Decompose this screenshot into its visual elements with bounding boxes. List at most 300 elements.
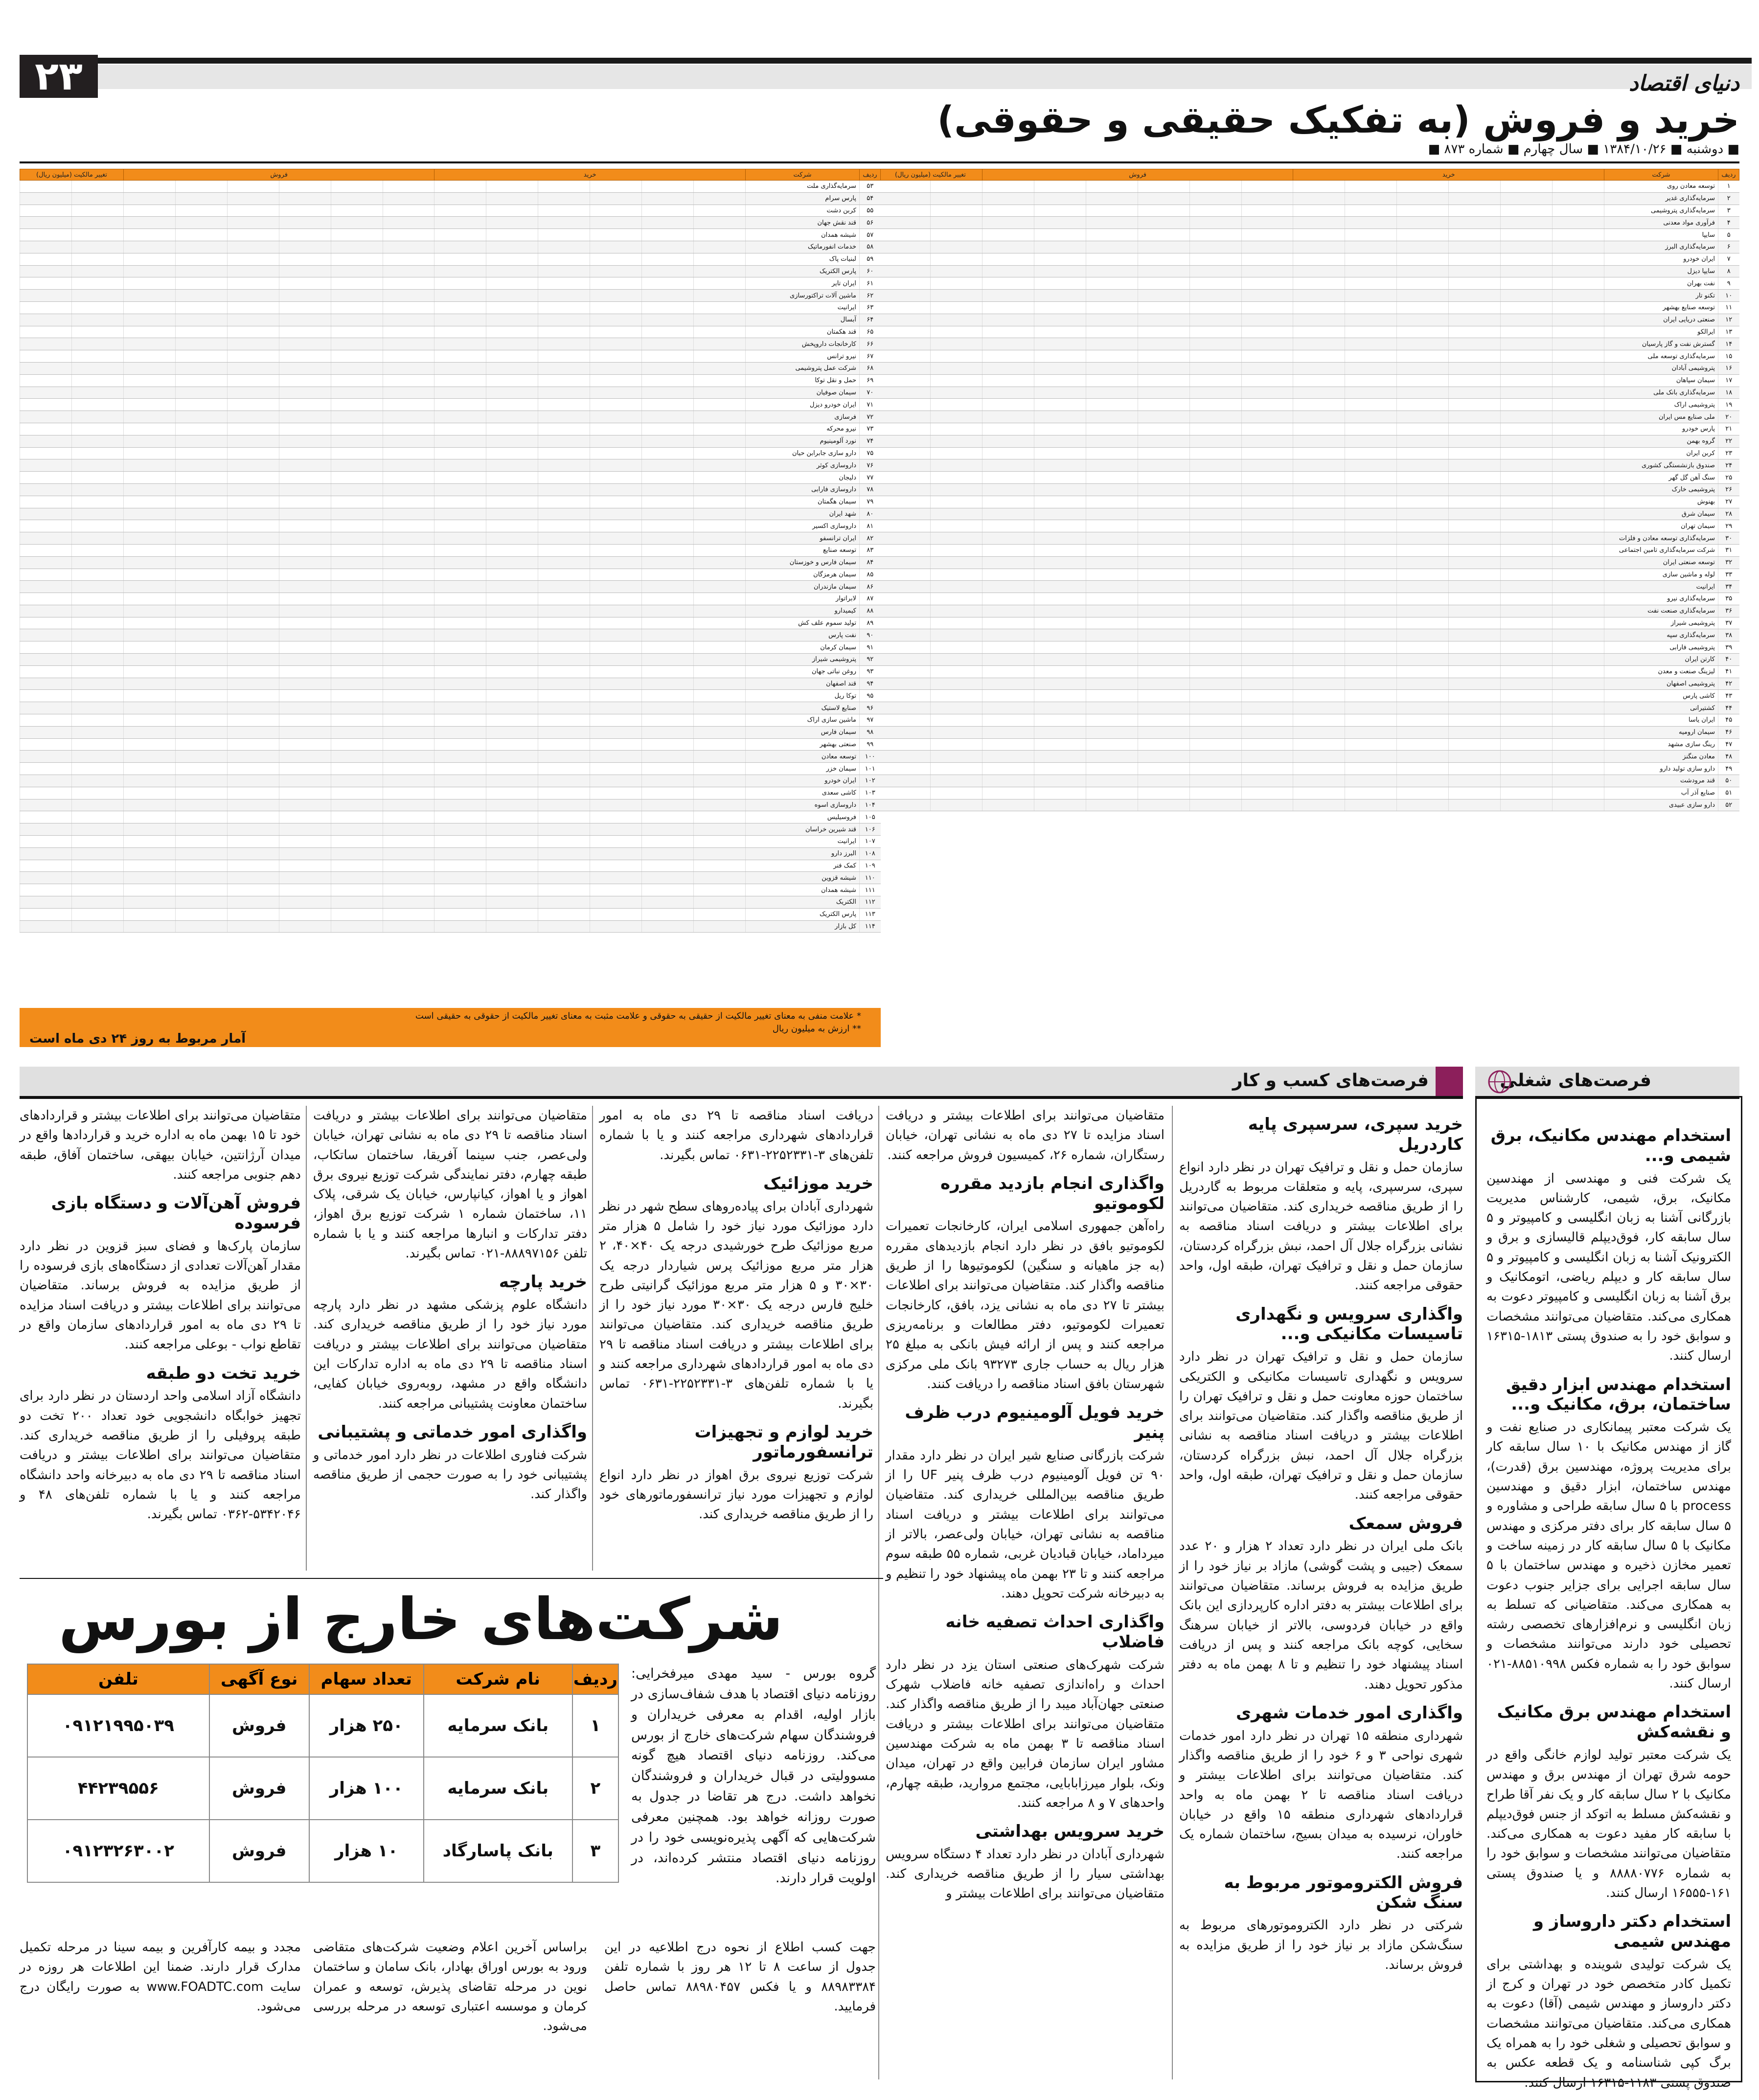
value-cell (383, 483, 434, 496)
value-cell (175, 763, 227, 775)
value-cell (642, 447, 694, 459)
table-row (879, 678, 1739, 690)
value-cell (1397, 581, 1449, 593)
value-cell (1086, 241, 1138, 253)
value-cell (590, 374, 642, 387)
value-cell (1501, 496, 1553, 508)
value-cell (227, 751, 279, 763)
value-cell (175, 751, 227, 763)
value-cell (931, 654, 982, 666)
value-cell (590, 836, 642, 848)
value-cell (1501, 290, 1553, 302)
value-cell (931, 387, 982, 399)
value-cell (694, 799, 746, 811)
value-cell (1086, 229, 1138, 241)
value-cell (1189, 277, 1241, 290)
value-cell (20, 556, 72, 569)
table-row (879, 290, 1739, 302)
value-cell (1553, 496, 1604, 508)
value-cell (1397, 569, 1449, 581)
value-cell (227, 326, 279, 338)
value-cell (383, 641, 434, 654)
value-cell (1138, 483, 1189, 496)
value-cell (1189, 301, 1241, 314)
value-cell (331, 472, 383, 484)
value-cell (331, 847, 383, 860)
value-cell (1086, 726, 1138, 738)
value-cell (434, 896, 486, 909)
value-cell (1293, 399, 1345, 411)
value-cell (642, 544, 694, 556)
table-row (879, 738, 1739, 751)
value-cell (279, 447, 331, 459)
value-cell (175, 326, 227, 338)
value-cell (434, 593, 486, 605)
trade-table (878, 169, 1739, 811)
value-cell (434, 714, 486, 727)
value-cell (931, 411, 982, 423)
value-cell (1553, 520, 1604, 532)
value-cell (1189, 532, 1241, 545)
value-cell (1345, 205, 1397, 217)
value-cell (1553, 192, 1604, 205)
value-cell (1086, 799, 1138, 811)
company-name: گروه بهمن (1604, 435, 1718, 447)
value-cell (1345, 290, 1397, 302)
ad-body: شهرداری آبادان برای پیاده‌روهای سطح شهر در نظر دارد موزائیک مورد نیاز خود را شامل ۵ هزار متر مربع موزائیک طرح خورشیدی درجه یک ۴۰×۴۰، ۲ هزار متر مربع موزائیک پرس شیاردار درجه یک ۳۰×۳۰ و ۵ هزار متر مربع موزائیک گرانیتی طرح خلیج فارس درجه یک ۳۰×۳۰ مورد نیاز خود را از طریق مناقصه خریداری کند. متقاضیان می‌توانند برای اطلاعات بیشتر و دریافت اسناد مناقصه تا ۲۹ دی ماه به امور قراردادهای شهرداری مراجعه کنند و یا با شماره تلفن‌های ۳-۲۲۵۲۳۳۱-۰۶۳۱ تماس بگیرند. (599, 1199, 874, 1411)
table-row (20, 314, 881, 326)
row-number: ۱۷ (1718, 374, 1739, 387)
value-cell (1345, 314, 1397, 326)
row-number: ۵۷ (860, 229, 881, 241)
value-cell (331, 181, 383, 193)
value-cell (1345, 277, 1397, 290)
row-number: ۱۱۳ (860, 908, 881, 920)
value-cell (72, 823, 124, 836)
value-cell (72, 508, 124, 520)
ad-heading: خرید سرویس بهداشتی (975, 1822, 1165, 1842)
value-cell (694, 641, 746, 654)
value-cell (279, 702, 331, 714)
table-row (20, 872, 881, 884)
value-cell (879, 496, 931, 508)
value-cell (1293, 751, 1345, 763)
table-row (879, 714, 1739, 727)
value-cell (694, 314, 746, 326)
value-cell (694, 775, 746, 787)
company-name: گسترش نفت و گاز پارسیان (1604, 338, 1718, 350)
value-cell (279, 605, 331, 617)
value-cell (1034, 714, 1086, 727)
row-number: ۳۷ (1718, 617, 1739, 629)
row-number: ۸ (1718, 265, 1739, 277)
value-cell (123, 654, 175, 666)
value-cell (982, 654, 1034, 666)
value-cell (383, 556, 434, 569)
value-cell (1138, 508, 1189, 520)
ad-heading: استخدام مهندس مکانیک، برق شیمی و... (1490, 1126, 1731, 1165)
value-cell (1189, 702, 1241, 714)
value-cell (1034, 520, 1086, 532)
company-name: نیرو ترانس (746, 350, 860, 363)
value-cell (1293, 569, 1345, 581)
value-cell (1397, 726, 1449, 738)
value-cell (20, 629, 72, 641)
value-cell (1086, 277, 1138, 290)
value-cell (279, 459, 331, 472)
table-row (879, 362, 1739, 374)
value-cell (1241, 411, 1293, 423)
value-cell (538, 411, 590, 423)
row-number: ۴۱ (1718, 665, 1739, 678)
table-row (879, 690, 1739, 702)
table-row (20, 860, 881, 872)
value-cell (590, 726, 642, 738)
value-cell (175, 556, 227, 569)
bourse-note: مجدد و بیمه کارآفرین و بیمه سینا در مرحله تکمیل مدارک قرار دارند. ضمنا این اطلاعات هر روزه در سایت www.FOADTC.com به صورت رایگان درج می‌شود. (20, 1940, 301, 2014)
ad-body: سازمان حمل و نقل و ترافیک تهران در نظر دارد انواع سپری، سرسپری، پایه و متعلقات مربوط به گاردریل را از طریق مناقصه خریداری کند. متقاضیان می‌توانند برای اطلاعات بیشتر و دریافت اسناد مناقصه به نشانی بزرگراه جلال آل احمد، نبش بزرگراه کردستان، سازمان حمل و نقل و ترافیک تهران، طبقه اول، واحد حقوقی مراجعه کنند. (1179, 1160, 1463, 1293)
value-cell (879, 775, 931, 787)
value-cell (879, 205, 931, 217)
table-row (20, 775, 881, 787)
row-number: ۶۴ (860, 314, 881, 326)
row-number: ۱۰۵ (860, 811, 881, 823)
value-cell (1189, 483, 1241, 496)
value-cell (486, 314, 538, 326)
value-cell (642, 605, 694, 617)
value-cell (123, 908, 175, 920)
value-cell (879, 678, 931, 690)
value-cell (1241, 629, 1293, 641)
value-cell (1449, 569, 1501, 581)
value-cell (1397, 654, 1449, 666)
value-cell (1553, 205, 1604, 217)
value-cell (1293, 411, 1345, 423)
value-cell (227, 205, 279, 217)
company-name: تکنو تار (1604, 290, 1718, 302)
value-cell (879, 593, 931, 605)
row-number: ۱۰۲ (860, 775, 881, 787)
value-cell (1138, 714, 1189, 727)
value-cell (175, 908, 227, 920)
value-cell (1241, 569, 1293, 581)
table-row (20, 920, 881, 933)
value-cell (1189, 423, 1241, 435)
value-cell (1397, 787, 1449, 799)
value-cell (1293, 532, 1345, 545)
value-cell (879, 605, 931, 617)
table-row (20, 472, 881, 484)
table-row (20, 181, 881, 193)
value-cell (486, 326, 538, 338)
value-cell (982, 629, 1034, 641)
value-cell (1345, 181, 1397, 193)
value-cell (931, 605, 982, 617)
value-cell (383, 908, 434, 920)
table-row (20, 556, 881, 569)
value-cell (1449, 738, 1501, 751)
value-cell (123, 860, 175, 872)
bourse-col-phone: تلفن (27, 1664, 209, 1694)
value-cell (1189, 629, 1241, 641)
value-cell (1086, 738, 1138, 751)
ad-heading: استخدام مهندس ابزار دقیق ساختمان، برق، مکانیک و... (1506, 1374, 1731, 1415)
value-cell (1293, 690, 1345, 702)
value-cell (1553, 338, 1604, 350)
value-cell (1293, 181, 1345, 193)
value-cell (982, 483, 1034, 496)
value-cell (982, 544, 1034, 556)
company-name: پتروشیمی آبادان (1604, 362, 1718, 374)
value-cell (227, 690, 279, 702)
value-cell (590, 860, 642, 872)
value-cell (931, 374, 982, 387)
value-cell (1397, 665, 1449, 678)
value-cell (590, 181, 642, 193)
value-cell (1397, 641, 1449, 654)
row-number: ۶۹ (860, 374, 881, 387)
value-cell (538, 641, 590, 654)
value-cell (1501, 338, 1553, 350)
table-row (20, 326, 881, 338)
value-cell (331, 520, 383, 532)
table-row (20, 847, 881, 860)
value-cell (1449, 253, 1501, 265)
row-number: ۷۷ (860, 472, 881, 484)
row-number: ۱۰۹ (860, 860, 881, 872)
value-cell (72, 181, 124, 193)
trade-table-left (20, 169, 881, 1008)
value-cell (538, 399, 590, 411)
value-cell (1034, 763, 1086, 775)
value-cell (486, 665, 538, 678)
value-cell (486, 290, 538, 302)
value-cell (590, 581, 642, 593)
value-cell (175, 629, 227, 641)
value-cell (642, 836, 694, 848)
value-cell (879, 338, 931, 350)
company-name: سرمایه‌گذاری ملت (746, 181, 860, 193)
value-cell (486, 581, 538, 593)
table-row (879, 569, 1739, 581)
value-cell (590, 387, 642, 399)
value-cell (72, 763, 124, 775)
value-cell (590, 641, 642, 654)
section-marker (1436, 1067, 1463, 1096)
value-cell (486, 836, 538, 848)
value-cell (486, 181, 538, 193)
value-cell (123, 678, 175, 690)
row-number: ۵۴ (860, 192, 881, 205)
table-row (879, 459, 1739, 472)
value-cell (279, 265, 331, 277)
bourse-table (27, 1664, 619, 1883)
value-cell (175, 423, 227, 435)
section-title: فرصت‌های کسب و کار (1232, 1071, 1429, 1091)
value-cell (1449, 508, 1501, 520)
value-cell (931, 362, 982, 374)
value-cell (642, 290, 694, 302)
value-cell (123, 205, 175, 217)
value-cell (694, 192, 746, 205)
value-cell (538, 241, 590, 253)
value-cell (175, 847, 227, 860)
value-cell (694, 811, 746, 823)
value-cell (1553, 217, 1604, 229)
value-cell (331, 884, 383, 896)
value-cell (590, 217, 642, 229)
value-cell (123, 241, 175, 253)
value-cell (694, 423, 746, 435)
value-cell (331, 301, 383, 314)
value-cell (1189, 775, 1241, 787)
company-name: دارو سازی جابرابن حیان (746, 447, 860, 459)
value-cell (20, 301, 72, 314)
value-cell (20, 811, 72, 823)
value-cell (175, 872, 227, 884)
table-row (879, 314, 1739, 326)
value-cell (72, 702, 124, 714)
company-name: معادن منگنز (1604, 751, 1718, 763)
value-cell (982, 738, 1034, 751)
value-cell (931, 483, 982, 496)
value-cell (486, 423, 538, 435)
company-name: سیمان خزر (746, 763, 860, 775)
value-cell (1397, 447, 1449, 459)
value-cell (694, 678, 746, 690)
value-cell (20, 908, 72, 920)
company-name: ملی صنایع مس ایران (1604, 411, 1718, 423)
value-cell (123, 690, 175, 702)
ad-heading: واگذاری احداث تصفیه خانه فاضلاب (945, 1612, 1165, 1652)
value-cell (175, 277, 227, 290)
value-cell (931, 751, 982, 763)
company-name: شهد ایران (746, 508, 860, 520)
value-cell (1345, 217, 1397, 229)
value-cell (1189, 520, 1241, 532)
value-cell (538, 483, 590, 496)
bourse-row (27, 1694, 618, 1757)
value-cell (1345, 374, 1397, 387)
value-cell (1553, 447, 1604, 459)
value-cell (1449, 520, 1501, 532)
value-cell (1293, 374, 1345, 387)
value-cell (383, 836, 434, 848)
value-cell (175, 520, 227, 532)
value-cell (72, 836, 124, 848)
value-cell (1553, 399, 1604, 411)
value-cell (279, 569, 331, 581)
value-cell (1034, 751, 1086, 763)
value-cell (1397, 629, 1449, 641)
table-row (20, 641, 881, 654)
value-cell (538, 338, 590, 350)
value-cell (1241, 641, 1293, 654)
value-cell (642, 787, 694, 799)
value-cell (1293, 483, 1345, 496)
value-cell (227, 872, 279, 884)
value-cell (1189, 787, 1241, 799)
value-cell (1189, 641, 1241, 654)
value-cell (1034, 459, 1086, 472)
value-cell (694, 605, 746, 617)
company-name: داروسازی فارابی (746, 483, 860, 496)
value-cell (1449, 483, 1501, 496)
value-cell (982, 253, 1034, 265)
value-cell (72, 459, 124, 472)
value-cell (642, 908, 694, 920)
value-cell (1189, 326, 1241, 338)
row-number: ۳۱ (1718, 544, 1739, 556)
value-cell (20, 605, 72, 617)
row-number: ۲۸ (1718, 508, 1739, 520)
row-number: ۱۱۱ (860, 884, 881, 896)
value-cell (1189, 726, 1241, 738)
value-cell (1397, 520, 1449, 532)
row-number: ۶۷ (860, 350, 881, 363)
value-cell (227, 799, 279, 811)
table-row (20, 253, 881, 265)
value-cell (383, 823, 434, 836)
value-cell (72, 775, 124, 787)
value-cell (590, 459, 642, 472)
value-cell (538, 192, 590, 205)
value-cell (279, 714, 331, 727)
ad-body: شرکت توزیع نیروی برق اهواز در نظر دارد انواع لوازم و تجهیزات مورد نیاز ترانسفورماتورهای خود را از طریق مناقصه خریداری کند. (599, 1467, 873, 1522)
value-cell (331, 192, 383, 205)
value-cell (383, 690, 434, 702)
value-cell (72, 496, 124, 508)
company-name: پتروشیمی فارابی (1604, 641, 1718, 654)
value-cell (279, 520, 331, 532)
value-cell (1138, 593, 1189, 605)
value-cell (1241, 447, 1293, 459)
value-cell (590, 520, 642, 532)
company-name: سنگ آهن گل گهر (1604, 472, 1718, 484)
value-cell (72, 447, 124, 459)
value-cell (1501, 544, 1553, 556)
value-cell (1034, 654, 1086, 666)
col-header-buy: خرید (434, 169, 746, 181)
value-cell (879, 229, 931, 241)
col-header-row: ردیف (1718, 169, 1739, 181)
table-row (20, 569, 881, 581)
company-name: کربن ایران (1604, 447, 1718, 459)
value-cell (1345, 690, 1397, 702)
value-cell (279, 665, 331, 678)
row-number: ۱۴ (1718, 338, 1739, 350)
value-cell (20, 423, 72, 435)
value-cell (1086, 532, 1138, 545)
value-cell (1449, 544, 1501, 556)
ad-body: یک شرکت تولیدی شوینده و بهداشتی برای تکمیل کادر متخصص خود در تهران و کرج از دکتر داروساز و مهندس شیمی (آقا) دعوت به همکاری می‌کند. متقاضیان می‌توانند مشخصات و سوابق تحصیلی و شغلی خود را به همراه یک برگ کپی شناسنامه و یک قطعه عکس به صندوق پستی ۱۱۸۳-۱۶۳۱۵ ارسال کنند. (1486, 1957, 1731, 2090)
ad-heading: فروش الکتروموتور مربوط به سنگ شکن (1224, 1872, 1463, 1913)
value-cell (538, 508, 590, 520)
value-cell (1345, 629, 1397, 641)
row-number: ۹ (1718, 277, 1739, 290)
value-cell (331, 483, 383, 496)
value-cell (1034, 301, 1086, 314)
table-row (879, 217, 1739, 229)
value-cell (227, 714, 279, 727)
company-name: نفت بهران (1604, 277, 1718, 290)
company-name: سرمایه‌گذاری صنعت نفت (1604, 605, 1718, 617)
row-number: ۵۹ (860, 253, 881, 265)
row-number: ۵۰ (1718, 775, 1739, 787)
row-number: ۵۶ (860, 217, 881, 229)
value-cell (1034, 690, 1086, 702)
ad-body: دانشگاه علوم پزشکی مشهد در نظر دارد پارچه مورد نیاز خود را از طریق مناقصه خریداری کند. متقاضیان می‌توانند برای اطلاعات بیشتر و دریافت اسناد مناقصه تا ۲۹ دی ماه به اداره تدارکات این دانشگاه واقع در مشهد، روبه‌روی خیابان کفایی، ساختمان معاونت پشتیبانی مراجعه کنند. (313, 1298, 587, 1411)
